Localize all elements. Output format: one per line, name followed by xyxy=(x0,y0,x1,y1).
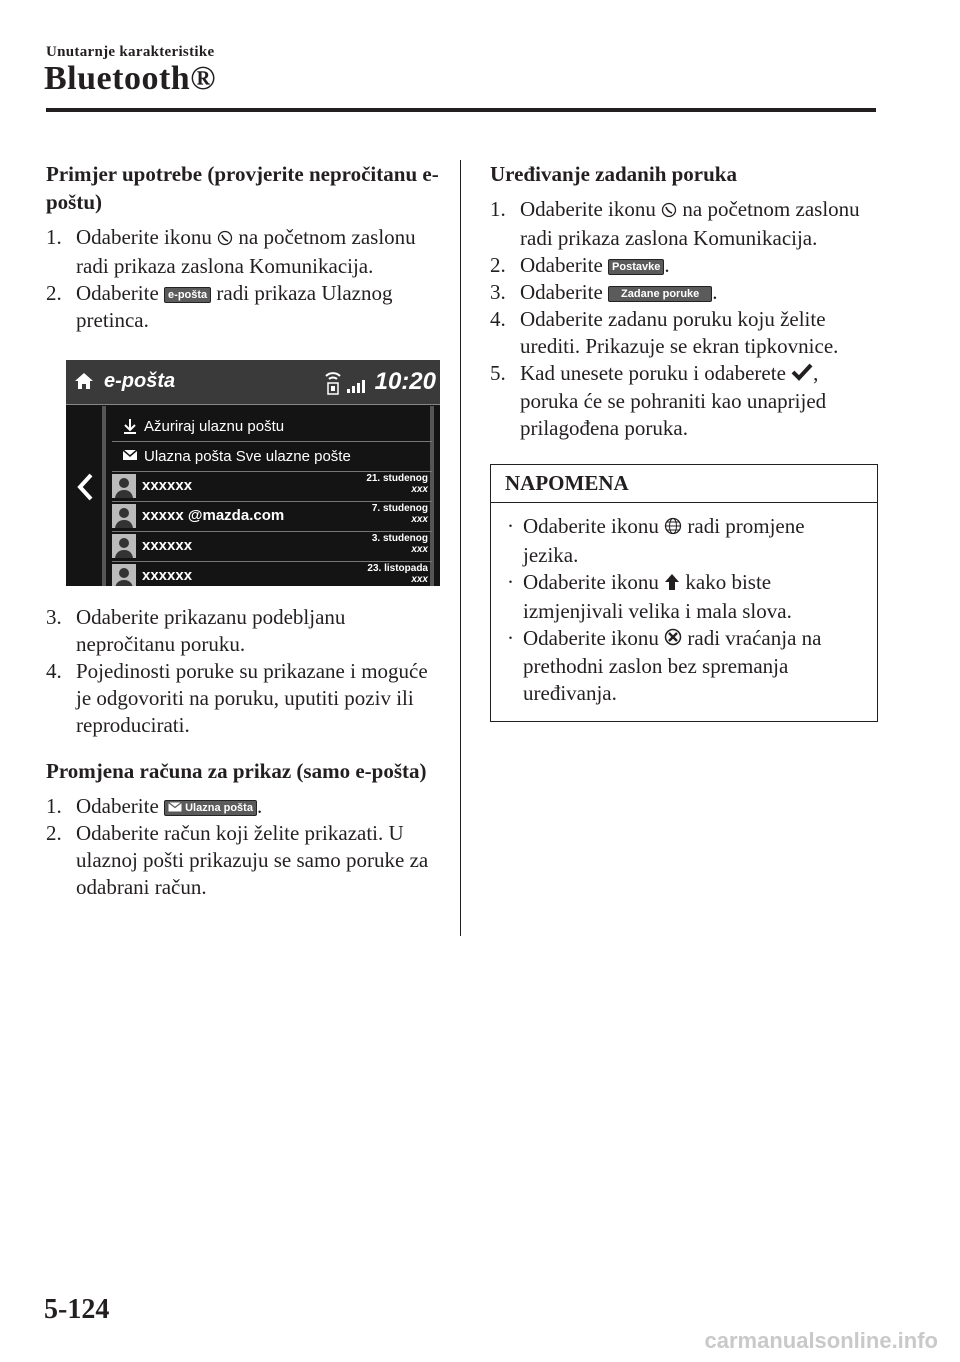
left-column xyxy=(46,160,446,901)
list-item: 3. Odaberite prikazanu podebljanu nepročitanu poruku. xyxy=(46,604,346,656)
heading-change-account: Promjena računa za prikaz (samo e-pošta) xyxy=(46,758,427,783)
list-item: · Odaberite ikonu kako biste izmjenjivali velika i mala slova. xyxy=(507,570,792,623)
signal-bars-icon xyxy=(346,378,368,399)
globe-icon[interactable] xyxy=(664,515,682,542)
screen-title: e-pošta xyxy=(104,369,176,392)
screen-clock: 10:20 xyxy=(374,367,436,395)
watermark: carmanualsonline.info xyxy=(704,1328,938,1353)
message-sender: xxxxxx xyxy=(142,566,193,584)
table-row[interactable] xyxy=(112,562,432,586)
table-row[interactable] xyxy=(112,502,432,532)
header-rule xyxy=(46,108,876,112)
email-button[interactable]: e-pošta xyxy=(164,287,211,303)
list-item: 2. Odaberite Postavke . xyxy=(490,252,670,277)
signal-icon xyxy=(324,368,342,401)
update-inbox-row[interactable] xyxy=(112,412,432,442)
email-inbox-screen xyxy=(66,360,440,586)
steps-edit-preset xyxy=(490,196,880,442)
note-list xyxy=(491,503,877,721)
screen-edge-left xyxy=(102,406,106,586)
close-icon[interactable] xyxy=(664,626,682,653)
message-date: 23. listopada xxx xyxy=(367,562,428,585)
list-item: 3. Odaberite Zadane poruke . xyxy=(490,279,718,304)
email-list xyxy=(112,412,432,586)
right-column xyxy=(490,160,880,722)
message-sender: xxxxxx xyxy=(142,536,193,554)
list-item: 4. Pojedinosti poruke su prikazane i moguće je odgovoriti na poruku, uputiti poziv ili reproducirati. xyxy=(46,658,428,737)
inbox-filter-row[interactable] xyxy=(112,442,432,472)
column-divider xyxy=(460,160,461,936)
list-item: 2. Odaberite račun koji želite prikazati. U ulaznoj pošti prikazuju se samo poruke za odabrani račun. xyxy=(46,820,429,899)
table-row[interactable] xyxy=(112,532,432,562)
steps-change-account xyxy=(46,793,446,901)
section-label: Unutarnje karakteristike xyxy=(46,44,215,60)
list-item: 1. Odaberite Ulazna pošta . xyxy=(46,793,263,818)
update-inbox-label: Ažuriraj ulaznu poštu xyxy=(144,417,285,435)
message-date: 3. studenog xxx xyxy=(371,532,428,555)
list-item: 1. Odaberite ikonu na početnom zaslonu radi prikaza zaslona Komunikacija. xyxy=(46,225,416,278)
list-item: 4. Odaberite zadanu poruku koju želite urediti. Prikazuje se ekran tipkovnice. xyxy=(490,306,839,358)
avatar xyxy=(112,474,136,498)
steps-check-unread-cont xyxy=(46,604,446,739)
settings-button[interactable]: Postavke xyxy=(608,259,664,275)
list-item: 1. Odaberite ikonu na početnom zaslonu radi prikaza zaslona Komunikacija. xyxy=(490,197,860,250)
inbox-button[interactable]: Ulazna pošta xyxy=(164,800,257,816)
back-chevron-icon[interactable] xyxy=(76,472,94,507)
inbox-filter-label: Ulazna pošta Sve ulazne pošte xyxy=(144,447,351,465)
message-sender: xxxxx @mazda.com xyxy=(142,506,285,524)
message-date: 21. studenog xxx xyxy=(366,472,428,495)
heading-edit-preset: Uređivanje zadanih poruka xyxy=(490,162,737,186)
note-box xyxy=(490,464,878,722)
avatar xyxy=(112,504,136,528)
avatar xyxy=(112,564,136,586)
checkmark-icon[interactable] xyxy=(791,361,813,388)
message-sender: xxxxxx xyxy=(142,476,193,494)
heading-check-unread: Primjer upotrebe (provjerite nepročitanu e-poštu) xyxy=(46,162,439,214)
envelope-icon xyxy=(122,448,138,465)
list-item: · Odaberite ikonu radi vraćanja na prethodni zaslon bez spremanja uređivanja. xyxy=(507,625,822,706)
avatar xyxy=(112,534,136,558)
envelope-icon xyxy=(168,802,182,812)
chapter-title: Bluetooth® xyxy=(44,60,217,97)
page-number: 5-124 xyxy=(44,1294,110,1325)
preset-messages-button[interactable]: Zadane poruke xyxy=(608,286,712,302)
table-row[interactable] xyxy=(112,472,432,502)
download-icon xyxy=(122,418,138,438)
note-title: NAPOMENA xyxy=(491,465,877,503)
home-icon[interactable] xyxy=(74,372,94,395)
list-item: · Odaberite ikonu radi promjene jezika. xyxy=(507,514,805,568)
communication-icon xyxy=(217,226,233,253)
list-item: 2. Odaberite e-pošta radi prikaza Ulaznog pretinca. xyxy=(46,280,393,332)
steps-check-unread xyxy=(46,224,446,334)
communication-icon xyxy=(661,198,677,225)
list-item: 5. Kad unesete poruku i odaberete , poruka će se pohraniti kao unaprijed prilagođena poruka. xyxy=(490,360,827,441)
shift-arrow-icon[interactable] xyxy=(664,571,680,598)
message-date: 7. studenog xxx xyxy=(371,502,428,525)
screen-header xyxy=(66,360,440,405)
